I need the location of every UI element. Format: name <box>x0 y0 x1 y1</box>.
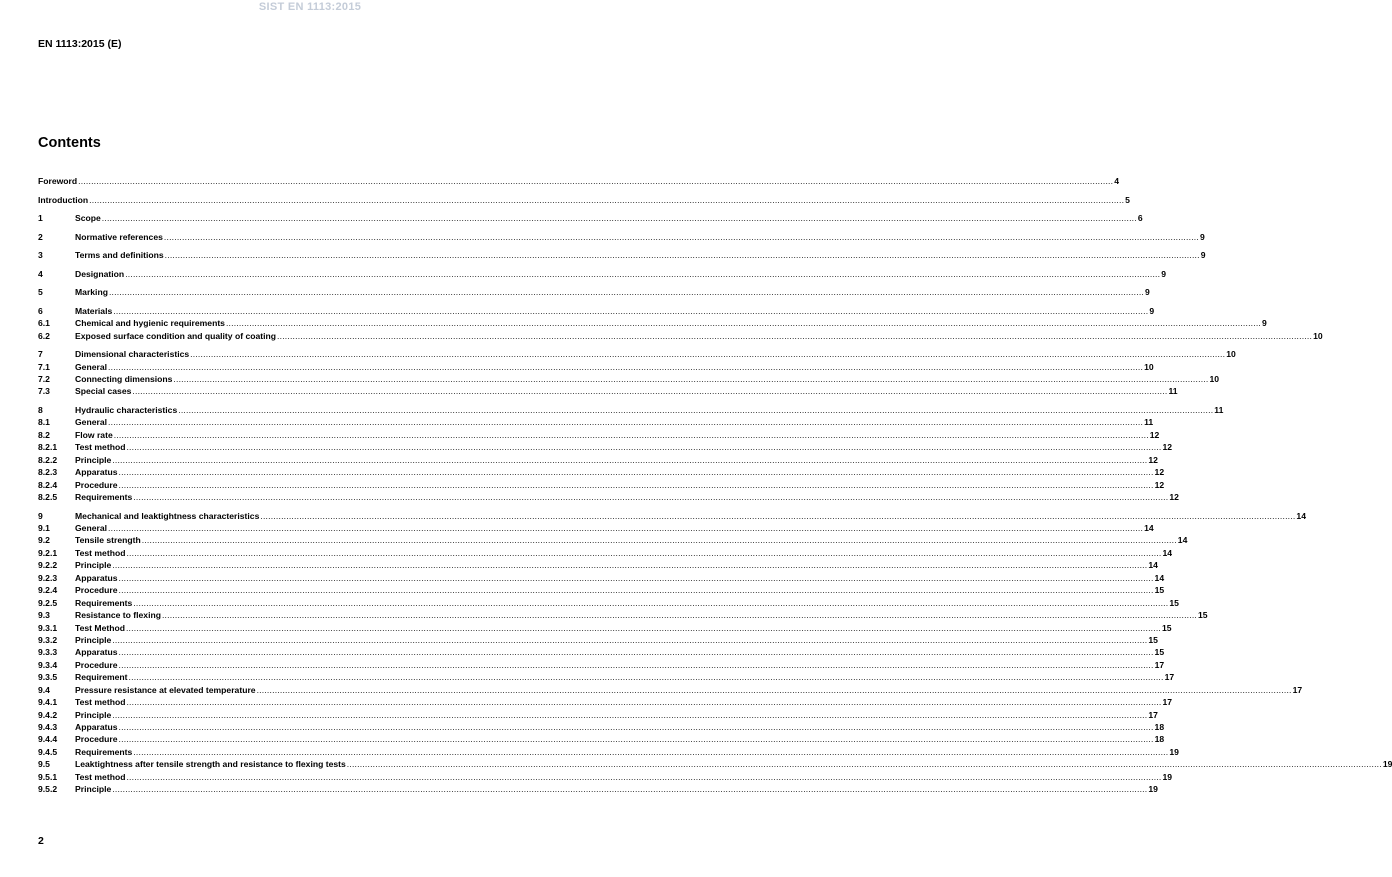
toc-entry-number: 9.3.5 <box>38 672 58 683</box>
toc-entry-title[interactable]: General <box>75 523 108 533</box>
toc-entry[interactable] <box>38 684 1303 696</box>
toc-entry-title[interactable]: Procedure <box>75 659 118 670</box>
toc-entry-number: 8 <box>38 404 43 415</box>
toc-entry[interactable] <box>38 305 1155 317</box>
toc-entry-title[interactable]: Requirement <box>75 672 128 683</box>
toc-entry-number: 9.5.2 <box>38 784 58 795</box>
toc-leader-dots: ................................................................................................................................................................................................................................................................................................................................................................................................................ <box>112 784 1148 795</box>
toc-entry[interactable] <box>38 510 1306 522</box>
toc-leader-dots: ................................................................................................................................................................................................................................................................................................................................................................................................................ <box>118 659 1154 670</box>
toc-entry-page: 11 <box>1214 404 1224 415</box>
toc-entry-page: 11 <box>1144 417 1154 428</box>
toc-entry-title[interactable]: General <box>75 361 108 372</box>
toc-entry-number: 9.4.3 <box>38 722 58 732</box>
toc-entry-number: 9.3.2 <box>38 634 58 645</box>
toc-entry[interactable] <box>38 404 1224 416</box>
toc-entry-page: 12 <box>1149 429 1160 440</box>
toc-entry[interactable] <box>38 416 1154 428</box>
toc-leader-dots: ................................................................................................................................................................................................................................................................................................................................................................................................................ <box>132 386 1168 397</box>
toc-entry[interactable] <box>38 547 1173 559</box>
toc-leader-dots: ................................................................................................................................................................................................................................................................................................................................................................................................................ <box>133 746 1169 757</box>
toc-entry-title[interactable]: Exposed surface condition and quality of coating <box>75 330 277 341</box>
toc-entry-page: 19 <box>1382 759 1392 770</box>
toc-leader-dots: ................................................................................................................................................................................................................................................................................................................................................................................................................ <box>260 510 1296 521</box>
toc-leader-dots: ................................................................................................................................................................................................................................................................................................................................................................................................................ <box>112 709 1148 720</box>
toc-leader-dots: ................................................................................................................................................................................................................................................................................................................................................................................................................ <box>128 672 1164 683</box>
toc-entry-number: 9.4.1 <box>38 697 58 708</box>
toc-entry-number: 1 <box>38 213 43 224</box>
toc-leader-dots: ................................................................................................................................................................................................................................................................................................................................................................................................................ <box>108 287 1144 298</box>
toc-entry-page: 10 <box>1313 330 1323 341</box>
toc-leader-dots: ................................................................................................................................................................................................................................................................................................................................................................................................................ <box>126 547 1162 558</box>
toc-entry-title[interactable]: Connecting dimensions <box>75 374 173 384</box>
toc-entry-page: 9 <box>1262 318 1267 329</box>
toc-entry-title[interactable]: Marking <box>75 287 108 298</box>
toc-leader-dots: ................................................................................................................................................................................................................................................................................................................................................................................................................ <box>78 176 1114 186</box>
toc-entry-page: 9 <box>1200 250 1206 261</box>
toc-entry-number: 9.5.1 <box>38 771 58 782</box>
toc-entry-number: 9.3 <box>38 610 50 621</box>
toc-entry-number: 9.5 <box>38 759 50 770</box>
toc-entry-title[interactable]: Test method <box>75 697 126 708</box>
toc-entry-page: 9 <box>1199 231 1205 242</box>
toc-leader-dots: ................................................................................................................................................................................................................................................................................................................................................................................................................ <box>256 684 1292 695</box>
toc-entry-number: 6 <box>38 305 43 316</box>
toc-entry-title[interactable]: Procedure <box>75 585 118 596</box>
toc-entry-page: 10 <box>1226 349 1236 360</box>
toc-leader-dots: ................................................................................................................................................................................................................................................................................................................................................................................................................ <box>163 231 1199 242</box>
toc-entry-title[interactable]: Tensile strength <box>75 535 141 546</box>
toc-entry[interactable] <box>38 491 1179 503</box>
toc-entry[interactable] <box>38 231 1205 243</box>
toc-leader-dots: ................................................................................................................................................................................................................................................................................................................................................................................................................ <box>346 759 1382 770</box>
toc-entry-number: 8.2.2 <box>38 454 58 465</box>
toc-entry-page: 9 <box>1145 287 1150 298</box>
toc-entry-title[interactable]: Requirements <box>75 597 133 608</box>
toc-entry-title[interactable]: Special cases <box>75 386 132 397</box>
toc-entry-title[interactable]: General <box>75 417 108 428</box>
toc-entry-title[interactable]: Apparatus <box>75 647 118 658</box>
toc-entry-title[interactable]: Requirements <box>75 746 133 757</box>
toc-entry-title[interactable]: Requirements <box>75 492 133 503</box>
toc-entry-page: 17 <box>1292 684 1303 695</box>
toc-entry-page: 9 <box>1161 268 1167 279</box>
toc-leader-dots: ................................................................................................................................................................................................................................................................................................................................................................................................................ <box>118 572 1154 583</box>
toc-entry-page: 12 <box>1162 442 1173 453</box>
toc-leader-dots: ................................................................................................................................................................................................................................................................................................................................................................................................................ <box>108 523 1144 533</box>
toc-entry[interactable] <box>38 348 1236 360</box>
toc-entry[interactable] <box>38 721 1165 733</box>
toc-entry-title[interactable]: Apparatus <box>75 722 118 732</box>
toc-leader-dots: ................................................................................................................................................................................................................................................................................................................................................................................................................ <box>190 349 1226 360</box>
toc-entry-page: 17 <box>1164 672 1175 683</box>
toc-entry-number: 9.4.4 <box>38 734 58 745</box>
toc-entry[interactable] <box>38 479 1165 491</box>
toc-entry-number: 8.2.1 <box>38 442 58 453</box>
watermark: SIST EN 1113:2015 <box>258 1 362 13</box>
toc-entry-number: 3 <box>38 250 43 261</box>
toc-entry-number: 8.2.4 <box>38 479 58 490</box>
toc-entry-page: 19 <box>1169 746 1179 757</box>
toc-entry-number: 9.3.4 <box>38 659 58 670</box>
toc-entry-title[interactable]: Hydraulic characteristics <box>75 404 178 415</box>
toc-entry[interactable] <box>38 268 1167 280</box>
toc-entry-page: 17 <box>1154 659 1165 670</box>
toc-entry-title[interactable]: Dimensional characteristics <box>75 349 190 360</box>
toc-entry-number: 6.1 <box>38 318 50 329</box>
toc-entry-title[interactable]: Scope <box>75 213 101 224</box>
toc-entry-title[interactable]: Test method <box>75 771 126 782</box>
toc-entry-page: 15 <box>1154 585 1165 596</box>
toc-leader-dots: ................................................................................................................................................................................................................................................................................................................................................................................................................ <box>118 479 1154 490</box>
toc-entry-title[interactable]: Leaktightness after tensile strength and resistance to flexing tests <box>75 759 346 770</box>
toc-entry-number: 8.1 <box>38 417 50 428</box>
toc-entry-number: 9.3.3 <box>38 647 58 658</box>
toc-leader-dots: ................................................................................................................................................................................................................................................................................................................................................................................................................ <box>173 374 1209 384</box>
toc-leader-dots: ................................................................................................................................................................................................................................................................................................................................................................................................................ <box>118 467 1154 478</box>
toc-entry-number: 9.2.3 <box>38 572 58 583</box>
toc-entry-page: 10 <box>1144 361 1154 372</box>
toc-entry-page: 15 <box>1148 634 1158 645</box>
toc-entry[interactable] <box>38 212 1143 224</box>
toc-entry[interactable] <box>38 696 1173 708</box>
toc-entry-number: 9.2.2 <box>38 560 58 571</box>
toc-entry-page: 15 <box>1162 622 1172 633</box>
toc-entry[interactable] <box>38 534 1188 546</box>
toc-entry[interactable] <box>38 317 1267 329</box>
toc-entry-number: 9.1 <box>38 523 50 533</box>
toc-leader-dots: ................................................................................................................................................................................................................................................................................................................................................................................................................ <box>178 404 1214 415</box>
toc-leader-dots: ................................................................................................................................................................................................................................................................................................................................................................................................................ <box>118 734 1154 745</box>
toc-entry-title[interactable]: Apparatus <box>75 467 118 478</box>
toc-entry-page: 12 <box>1154 479 1165 490</box>
toc-entry-title[interactable]: Apparatus <box>75 572 118 583</box>
toc-leader-dots: ................................................................................................................................................................................................................................................................................................................................................................................................................ <box>89 194 1125 205</box>
toc-entry[interactable] <box>38 522 1154 534</box>
toc-entry-title[interactable]: Principle <box>75 709 112 720</box>
toc-entry[interactable] <box>38 634 1158 646</box>
toc-entry-page: 12 <box>1169 492 1179 503</box>
toc-entry-number: 9.4.2 <box>38 709 58 720</box>
toc-entry[interactable] <box>38 373 1220 385</box>
toc-entry-title[interactable]: Resistance to flexing <box>75 610 161 621</box>
toc-leader-dots: ................................................................................................................................................................................................................................................................................................................................................................................................................ <box>141 535 1177 546</box>
page-number: 2 <box>38 835 44 847</box>
toc-entry-title[interactable]: Introduction <box>38 194 89 205</box>
toc-entry-page: 14 <box>1148 560 1158 571</box>
contents-title: Contents <box>38 135 101 151</box>
toc-leader-dots: ................................................................................................................................................................................................................................................................................................................................................................................................................ <box>125 268 1161 279</box>
toc-entry-title[interactable]: Foreword <box>38 176 78 186</box>
toc-entry-number: 9.2.4 <box>38 585 58 596</box>
toc-entry-title[interactable]: Flow rate <box>75 429 113 440</box>
toc-leader-dots: ................................................................................................................................................................................................................................................................................................................................................................................................................ <box>113 429 1149 440</box>
toc-entry-title[interactable]: Chemical and hygienic requirements <box>75 318 225 329</box>
toc-entry-title[interactable]: Principle <box>75 454 112 465</box>
toc-leader-dots: ................................................................................................................................................................................................................................................................................................................................................................................................................ <box>125 622 1162 633</box>
toc-entry-page: 14 <box>1162 547 1173 558</box>
toc-entry-page: 5 <box>1125 194 1130 205</box>
table-of-contents <box>38 175 1392 796</box>
toc-leader-dots: ................................................................................................................................................................................................................................................................................................................................................................................................................ <box>133 597 1169 608</box>
toc-entry-title[interactable]: Principle <box>75 634 112 645</box>
toc-entry-number: 5 <box>38 287 43 298</box>
toc-entry[interactable] <box>38 597 1179 609</box>
toc-entry-number: 8.2.3 <box>38 467 58 478</box>
toc-entry-page: 12 <box>1154 467 1165 478</box>
toc-entry-title[interactable]: Test method <box>75 442 126 453</box>
toc-entry-number: 9.4.5 <box>38 746 58 757</box>
toc-entry-title[interactable]: Designation <box>75 268 125 279</box>
toc-entry[interactable] <box>38 783 1158 795</box>
toc-entry-title[interactable]: Test method <box>75 547 126 558</box>
toc-leader-dots: ................................................................................................................................................................................................................................................................................................................................................................................................................ <box>101 213 1137 224</box>
toc-entry-page: 14 <box>1144 523 1154 533</box>
toc-entry[interactable] <box>38 175 1119 187</box>
toc-entry[interactable] <box>38 746 1179 758</box>
toc-entry[interactable] <box>38 559 1158 571</box>
toc-entry-number: 4 <box>38 268 43 279</box>
toc-leader-dots: ................................................................................................................................................................................................................................................................................................................................................................................................................ <box>108 361 1144 372</box>
toc-leader-dots: ................................................................................................................................................................................................................................................................................................................................................................................................................ <box>225 318 1262 329</box>
toc-entry-page: 10 <box>1209 374 1220 384</box>
toc-leader-dots: ................................................................................................................................................................................................................................................................................................................................................................................................................ <box>118 585 1154 596</box>
toc-entry-number: 9.2.5 <box>38 597 58 608</box>
toc-entry-page: 4 <box>1114 176 1119 186</box>
toc-leader-dots: ................................................................................................................................................................................................................................................................................................................................................................................................................ <box>126 771 1162 782</box>
toc-entry-page: 19 <box>1148 784 1158 795</box>
toc-entry-page: 18 <box>1154 722 1165 732</box>
toc-entry[interactable] <box>38 454 1158 466</box>
toc-entry-page: 6 <box>1137 213 1143 224</box>
toc-entry-page: 19 <box>1162 771 1173 782</box>
toc-leader-dots: ................................................................................................................................................................................................................................................................................................................................................................................................................ <box>112 454 1148 465</box>
toc-entry[interactable] <box>38 249 1206 261</box>
toc-entry-title[interactable]: Procedure <box>75 479 118 490</box>
toc-entry[interactable] <box>38 646 1165 658</box>
toc-leader-dots: ................................................................................................................................................................................................................................................................................................................................................................................................................ <box>118 647 1154 658</box>
toc-entry-number: 7.3 <box>38 386 50 397</box>
toc-entry-title[interactable]: Principle <box>75 784 112 795</box>
toc-entry[interactable] <box>38 330 1323 342</box>
toc-entry-page: 18 <box>1154 734 1165 745</box>
toc-entry[interactable] <box>38 361 1154 373</box>
toc-leader-dots: ................................................................................................................................................................................................................................................................................................................................................................................................................ <box>277 330 1313 341</box>
toc-entry-title[interactable]: Mechanical and leaktightness characteristics <box>75 510 260 521</box>
toc-entry-title[interactable]: Normative references <box>75 231 163 242</box>
toc-entry-page: 17 <box>1148 709 1158 720</box>
toc-entry-title[interactable]: Materials <box>75 305 113 316</box>
toc-entry-number: 7.1 <box>38 361 50 372</box>
toc-entry-number: 8.2 <box>38 429 50 440</box>
toc-leader-dots: ................................................................................................................................................................................................................................................................................................................................................................................................................ <box>161 610 1198 621</box>
toc-entry-page: 14 <box>1177 535 1188 546</box>
toc-leader-dots: ................................................................................................................................................................................................................................................................................................................................................................................................................ <box>108 417 1144 428</box>
toc-entry[interactable] <box>38 609 1208 621</box>
toc-entry-title[interactable]: Pressure resistance at elevated temperature <box>75 684 256 695</box>
toc-entry[interactable] <box>38 771 1173 783</box>
toc-entry-number: 9 <box>38 510 43 521</box>
toc-entry-number: 9.2 <box>38 535 50 546</box>
toc-entry[interactable] <box>38 671 1175 683</box>
toc-entry[interactable] <box>38 659 1165 671</box>
standard-header: EN 1113:2015 (E) <box>38 38 122 50</box>
toc-entry-title[interactable]: Terms and definitions <box>75 250 164 261</box>
toc-entry[interactable] <box>38 622 1172 634</box>
toc-entry-number: 7.2 <box>38 374 50 384</box>
toc-entry[interactable] <box>38 572 1165 584</box>
toc-entry-page: 15 <box>1169 597 1179 608</box>
toc-entry-number: 9.2.1 <box>38 547 58 558</box>
toc-entry-title[interactable]: Principle <box>75 560 112 571</box>
toc-entry-page: 15 <box>1154 647 1165 658</box>
toc-entry[interactable] <box>38 286 1150 298</box>
toc-leader-dots: ................................................................................................................................................................................................................................................................................................................................................................................................................ <box>164 250 1200 261</box>
toc-entry-page: 14 <box>1296 510 1306 521</box>
toc-entry[interactable] <box>38 466 1165 478</box>
toc-entry[interactable] <box>38 441 1173 453</box>
toc-entry-page: 15 <box>1198 610 1208 621</box>
toc-entry-title[interactable]: Procedure <box>75 734 118 745</box>
toc-entry-number: 9.3.1 <box>38 622 58 633</box>
toc-entry[interactable] <box>38 758 1392 770</box>
toc-entry[interactable] <box>38 385 1178 397</box>
toc-leader-dots: ................................................................................................................................................................................................................................................................................................................................................................................................................ <box>126 442 1162 453</box>
toc-entry-page: 11 <box>1168 386 1178 397</box>
toc-entry-title[interactable]: Test Method <box>75 622 125 633</box>
toc-entry[interactable] <box>38 584 1165 596</box>
toc-entry-page: 12 <box>1148 454 1158 465</box>
toc-leader-dots: ................................................................................................................................................................................................................................................................................................................................................................................................................ <box>118 722 1154 732</box>
toc-leader-dots: ................................................................................................................................................................................................................................................................................................................................................................................................................ <box>133 492 1169 503</box>
toc-leader-dots: ................................................................................................................................................................................................................................................................................................................................................................................................................ <box>112 634 1148 645</box>
toc-entry-number: 8.2.5 <box>38 492 58 503</box>
toc-entry-page: 14 <box>1154 572 1165 583</box>
toc-entry-number: 7 <box>38 349 43 360</box>
toc-leader-dots: ................................................................................................................................................................................................................................................................................................................................................................................................................ <box>126 697 1162 708</box>
toc-leader-dots: ................................................................................................................................................................................................................................................................................................................................................................................................................ <box>112 560 1148 571</box>
toc-entry-number: 6.2 <box>38 330 50 341</box>
toc-entry-page: 9 <box>1149 305 1155 316</box>
toc-entry[interactable] <box>38 429 1160 441</box>
toc-entry[interactable] <box>38 733 1165 745</box>
toc-entry-number: 2 <box>38 231 43 242</box>
toc-entry-page: 17 <box>1162 697 1173 708</box>
toc-entry-number: 9.4 <box>38 684 50 695</box>
toc-entry[interactable] <box>38 709 1158 721</box>
toc-leader-dots: ................................................................................................................................................................................................................................................................................................................................................................................................................ <box>113 305 1149 316</box>
toc-entry[interactable] <box>38 194 1130 206</box>
